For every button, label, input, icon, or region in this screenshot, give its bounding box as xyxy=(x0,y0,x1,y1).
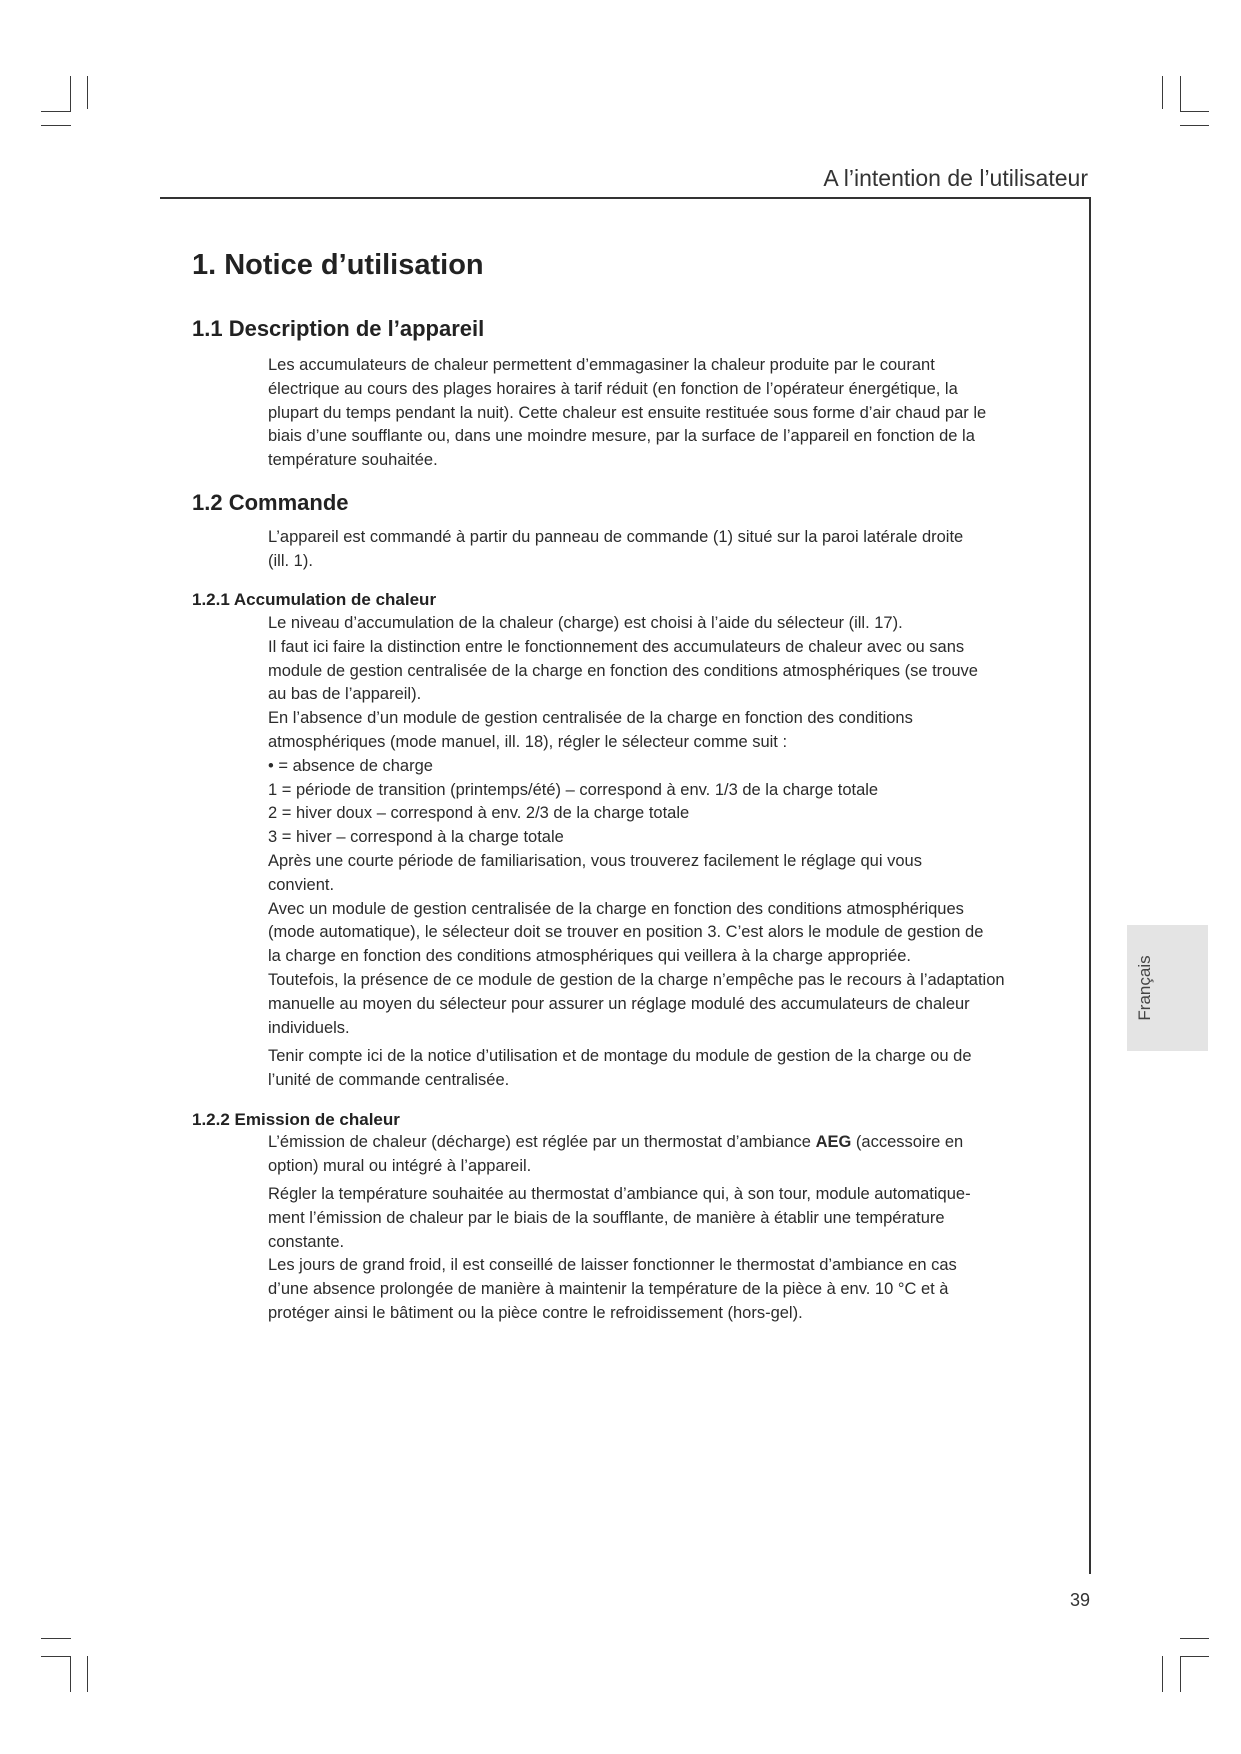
crop-mark xyxy=(1180,125,1209,126)
subsection-note-1-2-1 xyxy=(268,1045,972,1093)
crop-mark xyxy=(70,76,71,111)
body-line: l’unité de commande centralisée. xyxy=(268,1070,510,1089)
body-line: Après une courte période de familiarisation, vous trouverez facilement le réglage qui vous xyxy=(268,851,922,870)
section-body-1-1 xyxy=(268,354,986,473)
body-line: (ill. 1). xyxy=(268,551,313,570)
body-line: la charge en fonction des conditions atmosphériques qui veillera à la charge appropriée. xyxy=(268,947,911,966)
crop-mark xyxy=(1180,1638,1209,1639)
body-line: protéger ainsi le bâtiment ou la pièce contre le refroidissement (hors-gel). xyxy=(268,1303,803,1322)
list-item: 2 = hiver doux – correspond à env. 2/3 de la charge totale xyxy=(268,804,690,823)
body-line: option) mural ou intégré à l’appareil. xyxy=(268,1156,532,1175)
crop-mark xyxy=(1162,76,1163,109)
subsection-body-1-2-1 xyxy=(268,612,1005,1040)
body-line: Les accumulateurs de chaleur permettent d’emmagasiner la chaleur produite par le courant xyxy=(268,356,935,374)
body-line: Régler la température souhaitée au thermostat d’ambiance qui, à son tour, module automatique- xyxy=(268,1185,971,1203)
brand-name: AEG xyxy=(815,1133,852,1151)
subsection-heading-1-2-1: 1.2.1 Accumulation de chaleur xyxy=(192,590,437,609)
body-line: Le niveau d’accumulation de la chaleur (charge) est choisi à l’aide du sélecteur (ill. 17). xyxy=(268,614,903,632)
body-line: module de gestion centralisée de la charge en fonction des conditions atmosphériques (se trouve xyxy=(268,661,978,680)
crop-mark xyxy=(41,111,71,112)
crop-mark xyxy=(87,76,88,109)
list-item: 3 = hiver – correspond à la charge totale xyxy=(268,828,564,847)
body-line: manuelle au moyen du sélecteur pour assurer un réglage modulé des accumulateurs de chaleur xyxy=(268,994,970,1013)
body-text: L’émission de chaleur (décharge) est réglée par un thermostat d’ambiance xyxy=(268,1133,816,1151)
body-line: L’appareil est commandé à partir du panneau de commande (1) situé sur la paroi latérale droite xyxy=(268,528,964,546)
crop-mark xyxy=(41,1638,71,1639)
body-line: Toutefois, la présence de ce module de gestion de la charge n’empêche pas le recours à l’adaptation xyxy=(268,970,1005,989)
crop-mark xyxy=(1180,1656,1181,1692)
margin-rule xyxy=(1089,197,1091,1574)
crop-mark xyxy=(70,1656,71,1692)
body-line: Tenir compte ici de la notice d’utilisation et de montage du module de gestion de la charge ou de xyxy=(268,1047,972,1065)
body-text: (accessoire en xyxy=(851,1133,964,1151)
body-line: électrique au cours des plages horaires à tarif réduit (en fonction de l’opérateur énergétique, la xyxy=(268,379,958,398)
body-line: biais d’une soufflante ou, dans une moindre mesure, par la surface de l’appareil en fonction de la xyxy=(268,427,975,446)
body-line: constante. xyxy=(268,1232,345,1251)
body-line: Avec un module de gestion centralisée de la charge en fonction des conditions atmosphériques xyxy=(268,899,964,918)
section-heading-1-2: 1.2 Commande xyxy=(192,490,349,515)
body-line: (mode automatique), le sélecteur doit se trouver en position 3. C’est alors le module de gestion de xyxy=(268,923,984,942)
body-line: Les jours de grand froid, il est conseillé de laisser fonctionner le thermostat d’ambiance en cas xyxy=(268,1256,957,1275)
header-rule xyxy=(160,197,1090,199)
body-line: d’une absence prolongée de manière à maintenir la température de la pièce à env. 10 °C et à xyxy=(268,1280,949,1299)
body-line: convient. xyxy=(268,875,335,894)
chapter-title: 1. Notice d’utilisation xyxy=(192,249,484,281)
section-heading-1-1: 1.1 Description de l’appareil xyxy=(192,316,485,341)
body-line: ment l’émission de chaleur par le biais de la soufflante, de manière à établir une température xyxy=(268,1208,945,1227)
page-number: 39 xyxy=(1069,1590,1090,1610)
crop-mark xyxy=(1180,1656,1209,1657)
subsection-body-1-2-2 xyxy=(268,1131,963,1179)
list-item: 1 = période de transition (printemps/été) – correspond à env. 1/3 de la charge totale xyxy=(268,780,879,799)
body-line: Il faut ici faire la distinction entre le fonctionnement des accumulateurs de chaleur avec ou sans xyxy=(268,637,965,656)
list-item: • = absence de charge xyxy=(268,756,433,775)
body-line: plupart du temps pendant la nuit). Cette chaleur est ensuite restituée sous forme d’air chaud par le xyxy=(268,403,987,422)
running-header: A l’intention de l’utilisateur xyxy=(823,165,1088,191)
language-tab xyxy=(1127,925,1208,1051)
crop-mark xyxy=(1180,111,1209,112)
language-tab-label: Français xyxy=(1135,955,1154,1021)
crop-mark xyxy=(41,125,71,126)
section-body-1-2 xyxy=(268,526,963,574)
subsection-heading-1-2-2: 1.2.2 Emission de chaleur xyxy=(192,1110,400,1129)
crop-mark xyxy=(87,1656,88,1692)
body-line: En l’absence d’un module de gestion centralisée de la charge en fonction des conditions xyxy=(268,709,913,728)
body-line: température souhaitée. xyxy=(268,451,438,470)
body-line: individuels. xyxy=(268,1018,350,1037)
body-line xyxy=(268,1131,963,1155)
crop-mark xyxy=(41,1656,71,1657)
crop-mark xyxy=(1180,76,1181,111)
subsection-body-1-2-2-continued xyxy=(268,1183,971,1326)
crop-mark xyxy=(1162,1656,1163,1692)
body-line: atmosphériques (mode manuel, ill. 18), régler le sélecteur comme suit : xyxy=(268,732,788,751)
body-line: au bas de l’appareil). xyxy=(268,685,422,704)
